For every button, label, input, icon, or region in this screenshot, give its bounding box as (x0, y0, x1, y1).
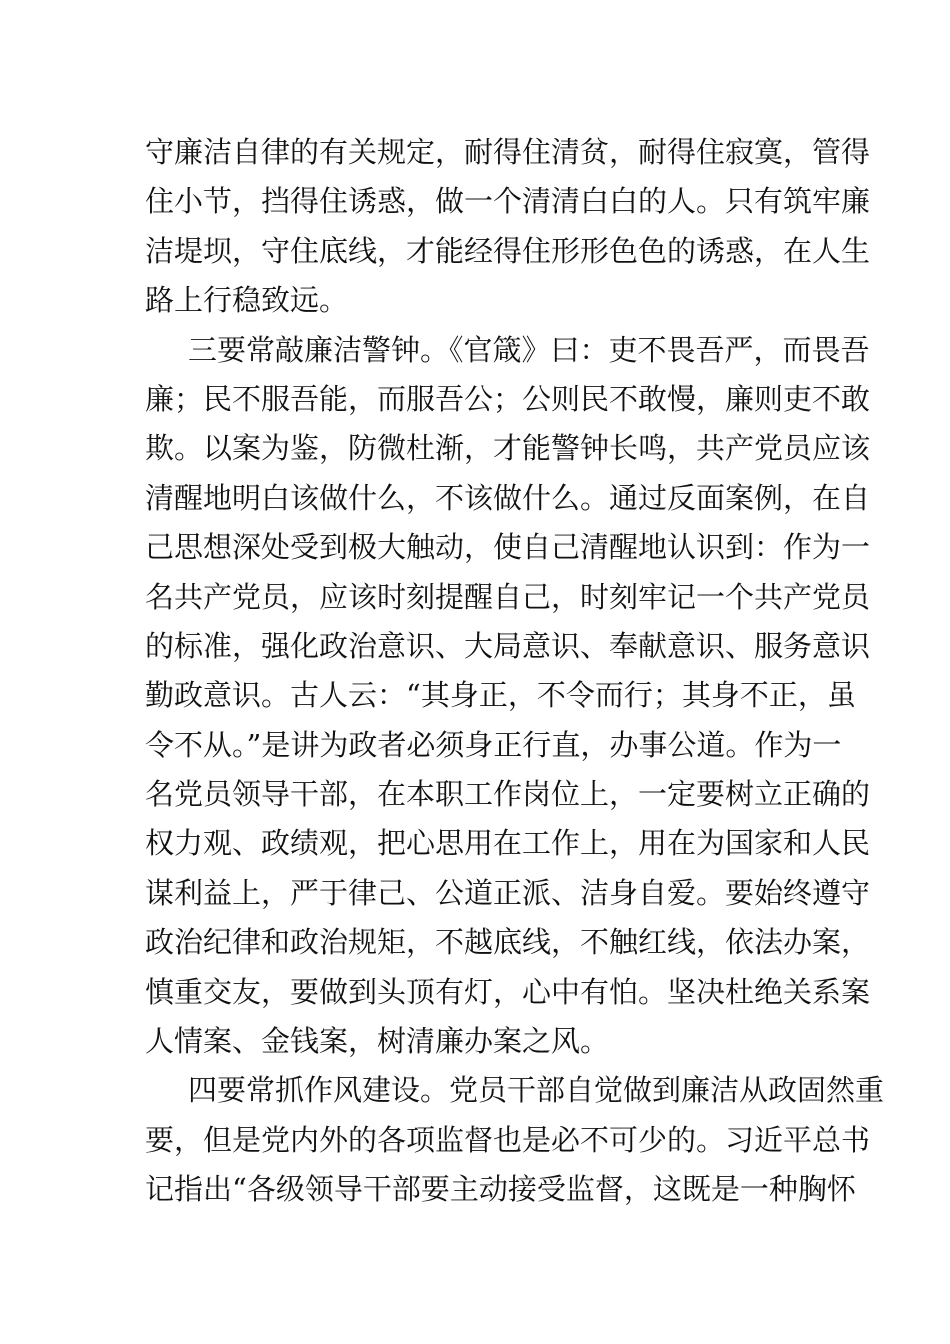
text-line: 令不从。”是讲为政者必须身正行直，办事公道。作为一 (145, 727, 842, 762)
text-line: 廉；民不服吾能，而服吾公；公则民不敢慢，廉则吏不敢 (145, 381, 871, 416)
text-line: 慎重交友，要做到头顶有灯，心中有怕。坚决杜绝关系案 (145, 974, 871, 1009)
text-line: 勤政意识。古人云：“其身正，不令而行；其身不正，虽 (145, 678, 856, 713)
text-line: 洁堤坝，守住底线，才能经得住形形色色的诱惑，在人生 (145, 233, 871, 268)
text-line: 三要常敲廉洁警钟。《官箴》曰：吏不畏吾严，而畏吾 (188, 332, 870, 367)
text-line: 清醒地明白该做什么，不该做什么。通过反面案例，在自 (145, 480, 871, 515)
paragraph-three (145, 326, 871, 1067)
text-line: 欺。以案为鉴，防微杜渐，才能警钟长鸣，共产党员应该 (145, 431, 871, 466)
document-body (145, 128, 885, 1215)
text-line: 谋利益上，严于律己、公道正派、洁身自爱。要始终遵守 (145, 875, 871, 910)
paragraph-continuation (145, 128, 871, 326)
text-line: 住小节，挡得住诱惑，做一个清清白白的人。只有筑牢廉 (145, 184, 871, 219)
text-line: 权力观、政绩观，把心思用在工作上，用在为国家和人民 (145, 826, 871, 861)
text-line: 人情案、金钱案，树清廉办案之风。 (145, 1024, 610, 1059)
text-line: 名党员领导干部，在本职工作岗位上，一定要树立正确的 (145, 777, 871, 812)
text-line: 名共产党员，应该时刻提醒自己，时刻牢记一个共产党员 (145, 579, 871, 614)
text-line: 要，但是党内外的各项监督也是必不可少的。习近平总书 (145, 1122, 871, 1157)
paragraph-four (145, 1066, 885, 1214)
text-line: 守廉洁自律的有关规定，耐得住清贫，耐得住寂寞，管得 (145, 135, 871, 169)
text-line: 四要常抓作风建设。党员干部自觉做到廉洁从政固然重 (188, 1073, 885, 1108)
text-line: 记指出“各级领导干部要主动接受监督，这既是一种胸怀 (145, 1172, 856, 1207)
text-line: 政治纪律和政治规矩，不越底线，不触红线，依法办案， (145, 925, 871, 960)
text-line: 路上行稳致远。 (145, 283, 349, 318)
text-line: 的标准，强化政治意识、大局意识、奉献意识、服务意识 (145, 628, 871, 663)
text-line: 己思想深处受到极大触动，使自己清醒地认识到：作为一 (145, 530, 871, 565)
